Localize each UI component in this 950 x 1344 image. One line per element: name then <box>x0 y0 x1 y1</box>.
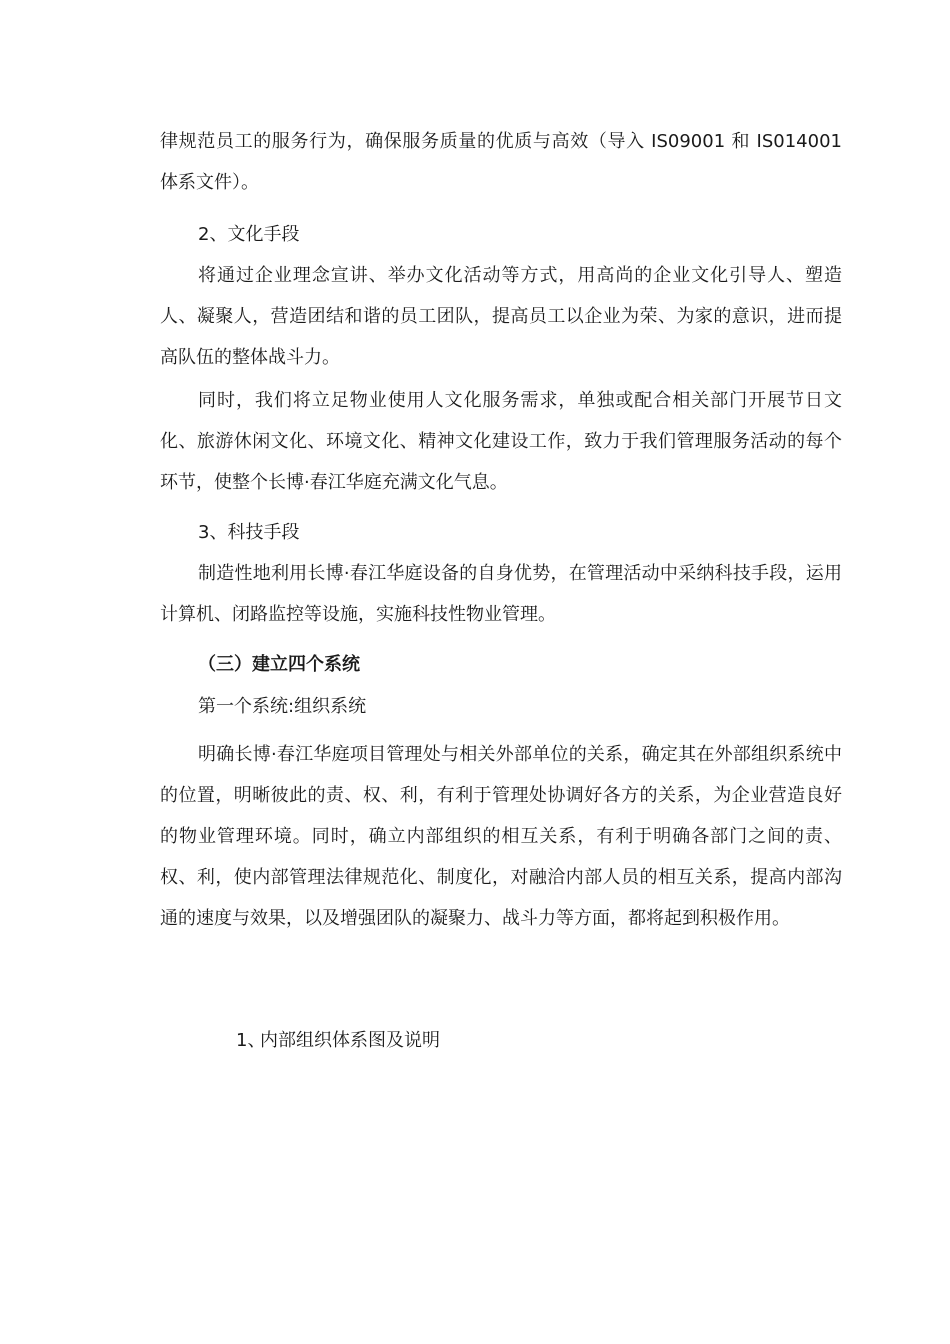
list-item-text: 内部组织体系图及说明 <box>260 1030 440 1051</box>
paragraph-culture-1: 将通过企业理念宣讲、举办文化活动等方式，用高尚的企业文化引导人、塑造人、凝聚人，营造团结和谐的员工团队，提高员工以企业为荣、为家的意识，进而提高队伍的整体战斗力。 <box>160 265 842 368</box>
list-item-org-chart <box>160 1020 842 1061</box>
heading-system-one: 第一个系统:组织系统 <box>198 696 367 717</box>
heading-culture: 2、文化手段 <box>198 224 300 245</box>
paragraph-intro: 律规范员工的服务行为，确保服务质量的优质与高效（导入 IS09001 和 IS014001 体系文件）。 <box>160 131 842 193</box>
heading-tech: 3、科技手段 <box>198 522 300 543</box>
paragraph-culture-2: 同时，我们将立足物业使用人文化服务需求，单独或配合相关部门开展节日文化、旅游休闲文化、环境文化、精神文化建设工作，致力于我们管理服务活动的每个环节，使整个长博·春江华庭充满文化气息。 <box>160 390 842 493</box>
heading-section-three: （三）建立四个系统 <box>198 654 360 675</box>
paragraph-system-one: 明确长博·春江华庭项目管理处与相关外部单位的关系，确定其在外部组织系统中的位置，明晰彼此的责、权、利，有利于管理处协调好各方的关系，为企业营造良好的物业管理环境。同时，确立内部组织的相互关系，有利于明确各部门之间的责、权、利，使内部管理法律规范化、制度化，对融洽内部人员的相互关系，提高内部沟通的速度与效果，以及增强团队的凝聚力、战斗力等方面，都将起到积极作用。 <box>160 744 842 929</box>
list-item-number: 1、 <box>236 1030 266 1051</box>
paragraph-tech: 制造性地利用长博·春江华庭设备的自身优势，在管理活动中采纳科技手段，运用计算机、闭路监控等设施，实施科技性物业管理。 <box>160 563 842 625</box>
